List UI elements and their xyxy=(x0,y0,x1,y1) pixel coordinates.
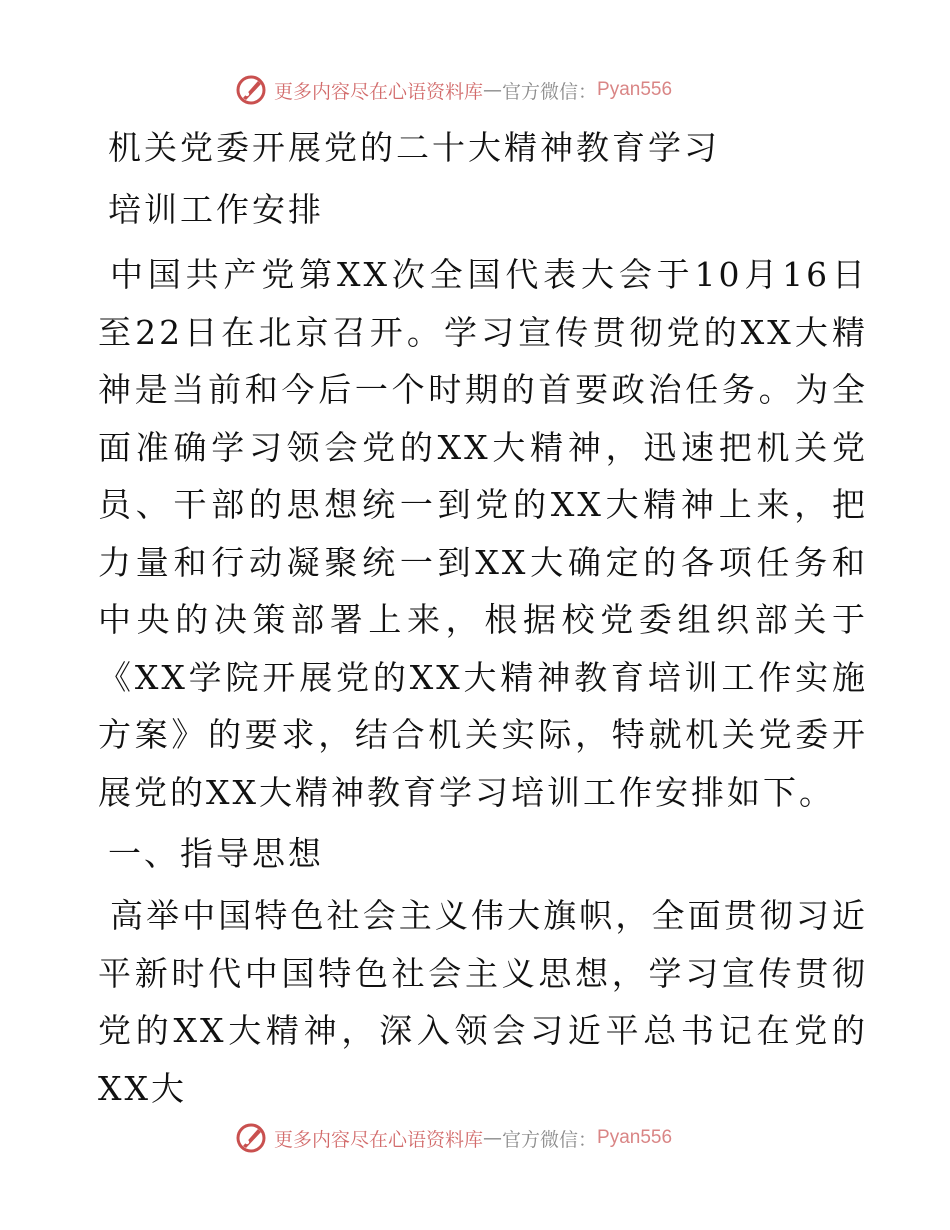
watermark-official-text: 官方微信： xyxy=(502,1128,598,1151)
pen-circle-logo-icon xyxy=(234,73,268,107)
watermark-account: Pyan556 xyxy=(597,79,673,100)
watermark-dash: — xyxy=(483,1127,503,1149)
footer-watermark xyxy=(234,1120,672,1156)
paragraph-intro: 中国共产党第XX次全国代表大会于10月16日至22日在北京召开。学习宣传贯彻党的XX大精神是当前和今后一个时期的首要政治任务。为全面准确学习领会党的XX大精神，迅速把机关党员、干部的思想统一到党的XX大精神上来，把力量和行动凝聚统一到XX大确定的各项任务和中央的决策部署上来，根据校党委组织部关于《XX学院开展党的XX大精神教育培训工作实施方案》的要求，结合机关实际，特就机关党委开展党的XX大精神教育学习培训工作安排如下。 xyxy=(98,255,868,812)
paragraph-guiding-ideology: 高举中国特色社会主义伟大旗帜，全面贯彻习近平新时代中国特色社会主义思想，学习宣传贯彻党的XX大精神，深入领会习近平总书记在党的XX大 xyxy=(98,896,868,1108)
watermark-dash: — xyxy=(483,79,503,101)
header-watermark xyxy=(234,72,672,108)
watermark-official-text: 官方微信： xyxy=(502,80,598,103)
watermark-account: Pyan556 xyxy=(597,1127,673,1148)
section-heading-guiding-ideology: 一、指导思想 xyxy=(108,834,324,873)
watermark-main-text: 更多内容尽在心语资料库 xyxy=(274,1128,484,1151)
pen-circle-logo-icon xyxy=(234,1121,268,1155)
document-title-line-1: 机关党委开展党的二十大精神教育学习 xyxy=(108,128,720,167)
watermark-main-text: 更多内容尽在心语资料库 xyxy=(274,80,484,103)
document-body xyxy=(98,120,868,1117)
document-title-line-2: 培训工作安排 xyxy=(108,190,324,229)
